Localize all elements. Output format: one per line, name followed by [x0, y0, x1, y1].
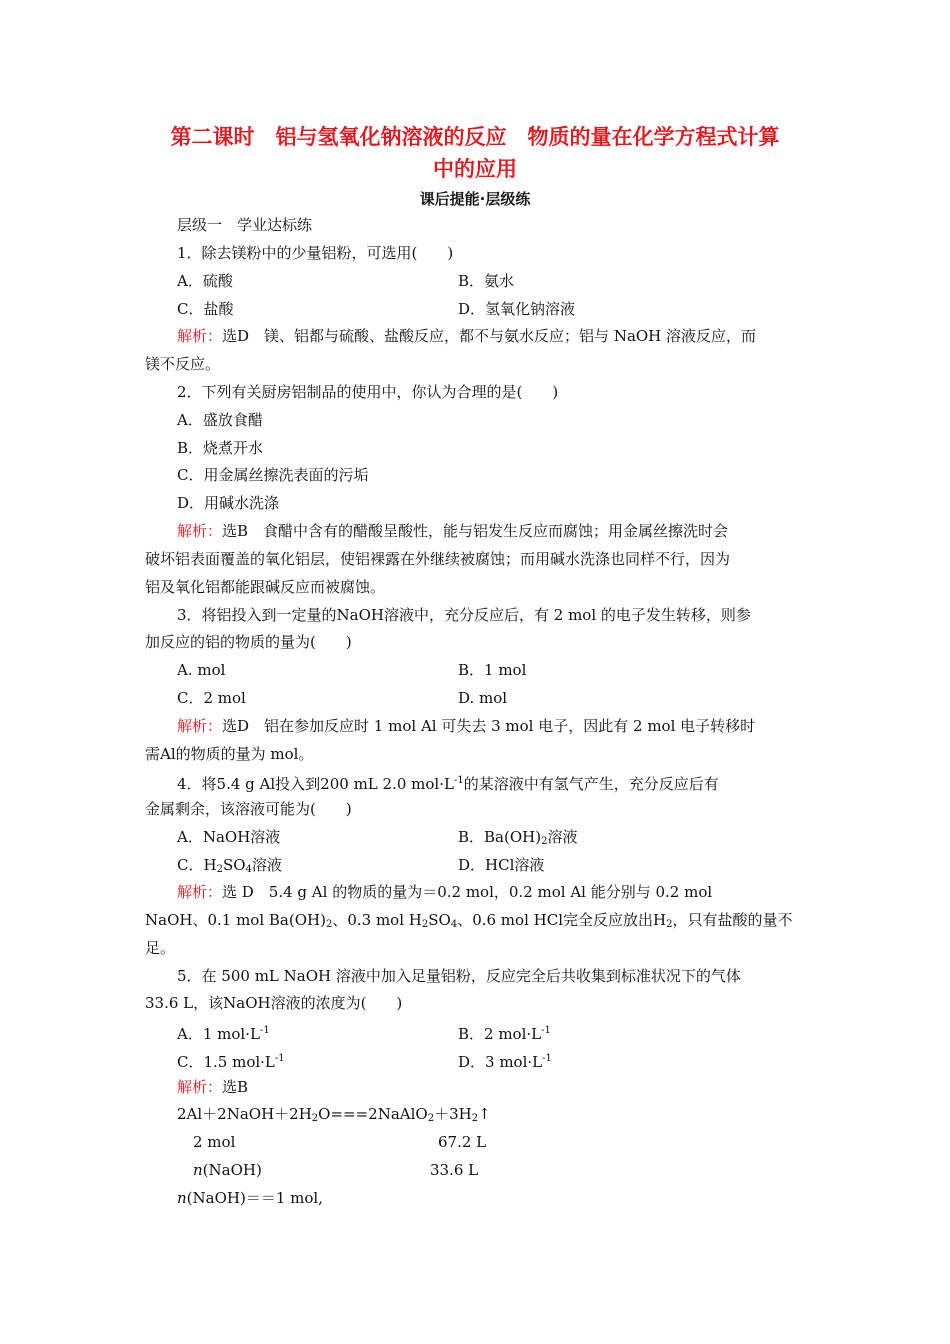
q3-option-c: C．2 mol — [177, 689, 246, 707]
page-title-line2: 中的应用 — [433, 157, 517, 181]
q4-stem-line1: 4．将5.4 g Al投入到200 mL 2.0 $mol\cdot L^{-1}$的某溶液中有氢气产生，充分反应后有 — [177, 775, 719, 793]
q3-option-b: B．1 mol — [458, 661, 527, 679]
q2-stem: 2．下列有关厨房铝制品的使用中，你认为合理的是( ) — [177, 383, 559, 401]
q4-explanation-line1: 解析：选 D 5.4 g Al 的物质的量为＝0.2 mol，0.2 mol Al 能分别与 0.2 mol — [177, 883, 713, 901]
q4-explanation-line3: 足。 — [145, 939, 176, 957]
q3-stem-line1: 3．将铝投入到一定量的NaOH溶液中，充分反应后，有 2 mol 的电子发生转移，则参 — [177, 606, 751, 624]
q5-stem-line2: 33.6 L，该NaOH溶液的浓度为( ) — [145, 994, 403, 1012]
q1-option-b: B．氨水 — [458, 272, 515, 290]
q1-explanation-line1: 解析：选D 镁、铝都与硫酸、盐酸反应，都不与氨水反应；铝与 NaOH 溶液反应，而 — [177, 327, 757, 345]
q5-option-d: D．3 $mol\cdot L^{-1}$ — [458, 1053, 552, 1071]
q3-explanation-line2: 需Al的物质的量为 mol。 — [145, 745, 314, 763]
q3-option-a: A. mol — [177, 661, 226, 679]
q4-option-c: C．$H_2SO_4$溶液 — [177, 856, 282, 875]
q5-calc-row1-left: 2 mol — [193, 1133, 236, 1151]
q1-stem: 1．除去镁粉中的少量铝粉，可选用( ) — [177, 244, 454, 262]
q3-option-d: D. mol — [458, 689, 508, 707]
q4-option-b: B．$Ba(OH)_2$溶液 — [458, 828, 578, 847]
q1-option-d: D．氢氧化钠溶液 — [458, 300, 576, 318]
q5-calc-row2-left: n(NaOH) — [193, 1161, 262, 1179]
q1-option-c: C．盐酸 — [177, 300, 234, 318]
q5-explanation-line1: 解析：选B — [177, 1078, 249, 1096]
q4-option-d: D．HCl溶液 — [458, 856, 545, 874]
q2-explanation-line3: 铝及氧化铝都能跟碱反应而被腐蚀。 — [145, 578, 386, 596]
page-subtitle: 课后提能·层级练 — [419, 190, 531, 208]
q5-calc-row1-right: 67.2 L — [438, 1133, 487, 1151]
q1-explanation-line2: 镁不反应。 — [145, 355, 221, 373]
q2-explanation-line2: 破坏铝表面覆盖的氧化铝层，使铝裸露在外继续被腐蚀；而用碱水洗涤也同样不行，因为 — [145, 550, 731, 568]
q5-option-a: A．1 $mol\cdot L^{-1}$ — [177, 1025, 270, 1043]
q2-option-d: D．用碱水洗涤 — [177, 494, 280, 512]
page-title-line1: 第二课时 铝与氢氧化钠溶液的反应 物质的量在化学方程式计算 — [170, 125, 780, 149]
section-heading: 层级一 学业达标练 — [177, 216, 313, 234]
q2-explanation-line1: 解析：选B 食醋中含有的醋酸呈酸性，能与铝发生反应而腐蚀；用金属丝擦洗时会 — [177, 522, 729, 540]
q2-option-a: A．盛放食醋 — [177, 411, 263, 429]
q3-stem-line2: 加反应的铝的物质的量为( ) — [145, 633, 352, 651]
q3-explanation-line1: 解析：选D 铝在参加反应时 1 mol Al 可失去 3 mol 电子，因此有 2 mol 电子转移时 — [177, 717, 756, 735]
q4-stem-line2: 金属剩余，该溶液可能为( ) — [145, 800, 352, 818]
q1-explanation-label: 解析： — [177, 327, 223, 345]
q4-explanation-label: 解析： — [177, 883, 223, 901]
q5-option-c: C．1.5 $mol\cdot L^{-1}$ — [177, 1053, 285, 1071]
q1-option-a: A．硫酸 — [177, 272, 233, 290]
q4-option-a: A．NaOH溶液 — [177, 828, 281, 846]
q2-explanation-label: 解析： — [177, 522, 223, 540]
q5-explanation-label: 解析： — [177, 1078, 223, 1096]
q5-reaction-equation: $2Al+2NaOH+2H_2O===2NaAlO_2+3H_2↑$ — [177, 1105, 491, 1124]
q2-option-c: C．用金属丝擦洗表面的污垢 — [177, 466, 369, 484]
q5-calc-row3: n(NaOH)＝＝1 mol, — [177, 1189, 323, 1207]
q4-explanation-line2: NaOH、0.1 mol $Ba(OH)_2$、0.3 mol $H_2SO_4$、0.6 mol HCl完全反应放出$H_2$，只有盐酸的量不 — [145, 911, 793, 930]
q5-stem-line1: 5．在 500 mL NaOH 溶液中加入足量铝粉，反应完全后共收集到标准状况下的气体 — [177, 967, 741, 985]
q5-option-b: B．2 $mol\cdot L^{-1}$ — [458, 1025, 551, 1043]
q3-explanation-label: 解析： — [177, 717, 223, 735]
q5-calc-row2-right: 33.6 L — [430, 1161, 479, 1179]
q2-option-b: B．烧煮开水 — [177, 439, 264, 457]
